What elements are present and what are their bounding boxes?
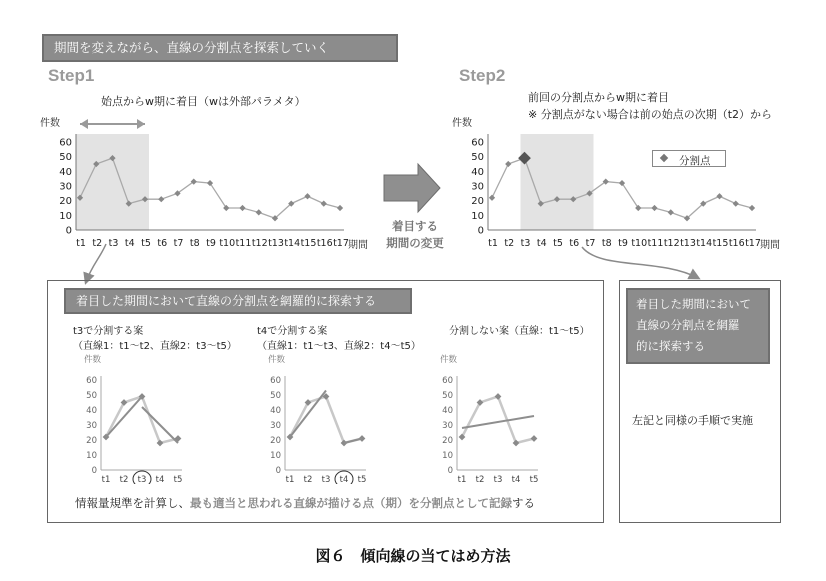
x-tick-label: t5 <box>553 238 563 249</box>
case1-chart <box>82 352 192 484</box>
step2-note-line1: 前回の分割点からw期に着目 <box>528 91 669 104</box>
fit-line <box>290 391 326 438</box>
y-tick-label: 60 <box>59 137 72 149</box>
step1-label: Step1 <box>48 66 95 85</box>
y-axis-label: 件数 <box>84 355 102 365</box>
side-banner <box>626 288 770 364</box>
case3-title: 分割しない案（直線：t1〜t5） <box>449 326 590 337</box>
y-axis-label: 件数 <box>440 355 458 365</box>
exhaustive-search-title: 着目した期間において直線の分割点を網羅的に探索する <box>76 294 377 308</box>
y-axis-label: 件数 <box>40 118 60 129</box>
y-tick-label: 50 <box>86 391 97 401</box>
x-tick-label: t16 <box>728 238 745 249</box>
y-tick-label: 30 <box>471 181 484 193</box>
x-tick-label: t14 <box>284 238 301 249</box>
x-tick-label: t9 <box>618 238 628 249</box>
x-tick-label: t2 <box>92 238 103 249</box>
x-tick-label: t1 <box>76 238 86 249</box>
case1-title: t3で分割する案 <box>73 326 144 337</box>
side-title-line2: 直線の分割点を網羅 <box>636 318 740 332</box>
y-tick-label: 40 <box>270 406 281 416</box>
x-tick-label: t4 <box>155 475 165 484</box>
y-axis-label: 件数 <box>268 355 286 365</box>
x-tick-label: t8 <box>601 238 612 249</box>
header-title: 期間を変えながら、直線の分割点を探索していく <box>54 40 330 55</box>
y-tick-label: 40 <box>86 406 97 416</box>
data-point <box>495 393 502 400</box>
side-note: 左記と同様の手順で実施 <box>632 414 753 427</box>
step1-connector-arrow <box>86 244 106 282</box>
y-tick-label: 30 <box>86 421 97 431</box>
data-point <box>157 440 164 447</box>
y-tick-label: 10 <box>442 451 453 461</box>
x-tick-label: t4 <box>511 475 521 484</box>
step2-note-line2: ※ 分割点がない場合は前の始点の次期（t2）から <box>528 108 773 121</box>
step2-connector-arrow <box>582 247 698 278</box>
y-axis-label: 件数 <box>452 118 472 129</box>
x-tick-label: t3 <box>108 238 119 249</box>
exhaustive-search-banner <box>64 288 412 314</box>
y-tick-label: 10 <box>270 451 281 461</box>
y-tick-label: 10 <box>471 210 484 222</box>
y-tick-label: 50 <box>442 391 453 401</box>
x-tick-label: t5 <box>141 238 151 249</box>
x-tick-label: t2 <box>504 238 515 249</box>
case3-chart <box>430 352 550 484</box>
x-tick-label: t1 <box>285 475 295 484</box>
y-tick-label: 20 <box>59 196 72 208</box>
x-tick-label: t15 <box>300 238 317 249</box>
x-tick-label: t3 <box>520 238 531 249</box>
y-tick-label: 50 <box>270 391 281 401</box>
y-tick-label: 20 <box>86 436 97 446</box>
x-tick-label: t11 <box>235 238 252 249</box>
y-tick-label: 40 <box>471 166 484 178</box>
y-tick-label: 40 <box>59 166 72 178</box>
y-tick-label: 10 <box>59 210 72 222</box>
data-point <box>531 435 538 442</box>
x-axis-label: 期間 <box>348 240 368 251</box>
x-tick-label: t15 <box>712 238 729 249</box>
case1-detail: （直線1：t1〜t2、直線2：t3〜t5） <box>73 341 237 352</box>
x-tick-label: t5 <box>357 475 367 484</box>
x-tick-label: t3 <box>493 475 503 484</box>
x-tick-label: t4 <box>124 238 135 249</box>
y-tick-label: 30 <box>270 421 281 431</box>
fit-line <box>344 439 362 444</box>
y-tick-label: 30 <box>59 181 72 193</box>
y-tick-label: 50 <box>59 152 72 164</box>
step1-note: 始点からw期に着目（wは外部パラメタ） <box>101 95 306 108</box>
x-tick-label: t16 <box>316 238 333 249</box>
step2-label: Step2 <box>459 66 506 85</box>
x-tick-label: t1 <box>488 238 498 249</box>
side-title-line1: 着目した期間において <box>636 297 751 311</box>
x-tick-label: t7 <box>585 238 596 249</box>
x-tick-label: t5 <box>529 475 539 484</box>
y-tick-label: 60 <box>442 376 453 386</box>
x-tick-label: t13 <box>268 238 284 249</box>
x-tick-label: t12 <box>663 238 680 249</box>
x-tick-label: t13 <box>680 238 696 249</box>
x-tick-label: t4 <box>536 238 547 249</box>
x-tick-label: t5 <box>173 475 183 484</box>
side-title-line3: 的に探索する <box>636 339 705 353</box>
x-tick-label: t2 <box>119 475 129 484</box>
x-tick-label: t8 <box>189 238 200 249</box>
series-line <box>106 397 178 444</box>
y-tick-label: 0 <box>275 466 281 476</box>
x-tick-label: t6 <box>569 238 580 249</box>
y-tick-label: 40 <box>442 406 453 416</box>
x-tick-label: t17 <box>333 238 349 249</box>
y-tick-label: 0 <box>447 466 453 476</box>
y-tick-label: 20 <box>471 196 484 208</box>
x-tick-label: t1 <box>101 475 111 484</box>
y-tick-label: 0 <box>477 225 484 237</box>
y-tick-label: 20 <box>270 436 281 446</box>
y-tick-label: 60 <box>86 376 97 386</box>
criterion-note-a: 情報量規準を計算し、 <box>75 496 190 510</box>
y-tick-label: 10 <box>86 451 97 461</box>
x-tick-label: t2 <box>475 475 485 484</box>
x-tick-label: t11 <box>647 238 664 249</box>
y-tick-label: 60 <box>471 137 484 149</box>
data-point <box>513 440 520 447</box>
x-tick-label: t3 <box>137 475 147 484</box>
x-tick-label: t10 <box>219 238 236 249</box>
y-tick-label: 20 <box>442 436 453 446</box>
arrow-label-line2: 期間の変更 <box>386 236 444 250</box>
case2-detail: （直線1：t1〜t3、直線2：t4〜t5） <box>257 341 421 352</box>
x-tick-label: t4 <box>339 475 349 484</box>
y-tick-label: 50 <box>471 152 484 164</box>
x-tick-label: t2 <box>303 475 313 484</box>
x-tick-label: t14 <box>696 238 713 249</box>
x-tick-label: t17 <box>745 238 761 249</box>
legend-label: 分割点 <box>679 155 711 167</box>
x-tick-label: t1 <box>457 475 467 484</box>
case2-chart <box>266 352 376 484</box>
series-line <box>462 397 534 444</box>
y-tick-label: 60 <box>270 376 281 386</box>
criterion-note <box>75 495 535 511</box>
arrow-label-line1: 着目する <box>392 219 438 233</box>
y-tick-label: 0 <box>65 225 72 237</box>
case2-title: t4で分割する案 <box>257 326 328 337</box>
criterion-note-c: する <box>512 496 535 510</box>
x-tick-label: t6 <box>157 238 168 249</box>
y-tick-label: 0 <box>91 466 97 476</box>
y-tick-label: 30 <box>442 421 453 431</box>
x-axis-label: 期間 <box>760 240 780 251</box>
x-tick-label: t9 <box>206 238 216 249</box>
fit-line <box>142 407 178 443</box>
figure-caption: 図６ 傾向線の当てはめ方法 <box>315 547 511 565</box>
x-tick-label: t3 <box>321 475 331 484</box>
criterion-note-b: 最も適当と思われる直線が描ける点（期）を分割点として記録 <box>190 496 512 510</box>
series-line <box>290 397 362 444</box>
x-tick-label: t10 <box>631 238 648 249</box>
x-tick-label: t7 <box>173 238 184 249</box>
x-tick-label: t12 <box>251 238 268 249</box>
